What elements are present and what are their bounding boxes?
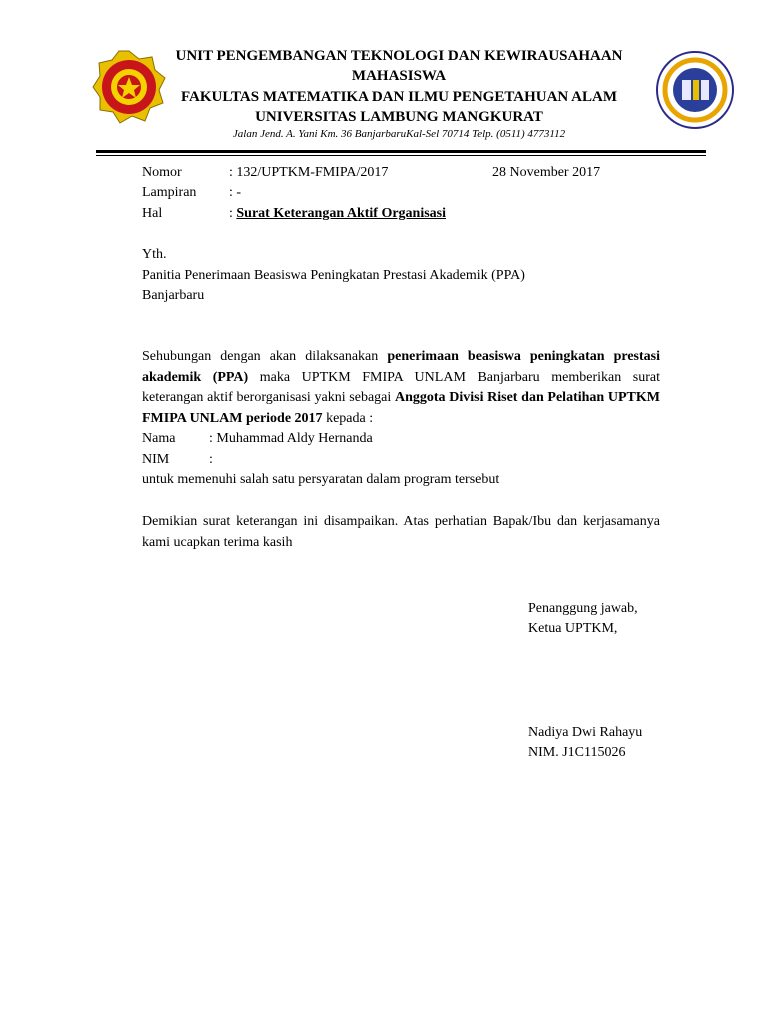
signature-role-2: Ketua UPTKM, [528,621,618,636]
letterhead-line-2: MAHASISWA [351,68,447,84]
bem-logo [655,50,735,130]
body-p1-b: penerimaan beasiswa peningkatan prestasi akademik (PPA) [142,349,661,385]
nama-value: : Muhammad Aldy Hernanda [209,431,373,446]
nama-label: Nama [142,431,176,446]
closing-paragraph: Demikian surat keterangan ini disampaikan. Atas perhatian Bapak/Ibu dan kerjasamanya kami ucapkan terima kasih [142,514,660,550]
body-p1-a: Sehubungan dengan akan dilaksanakan [142,349,388,364]
hal-colon: : [229,206,237,221]
purpose-text: untuk memenuhi salah satu persyaratan dalam program tersebut [142,472,500,487]
letterhead-address: Jalan Jend. A. Yani Km. 36 BanjarbaruKal-Sel 70714 Telp. (0511) 4773112 [232,128,566,140]
letterhead-line-4: UNIVERSITAS LAMBUNG MANGKURAT [255,109,543,125]
letterhead-line-1: UNIT PENGEMBANGAN TEKNOLOGI DAN KEWIRAUSAHAAN [175,48,623,64]
nomor-value: : 132/UPTKM-FMIPA/2017 [229,165,389,180]
nomor-label: Nomor [142,165,182,180]
hal-row [229,204,446,224]
letter-date: 28 November 2017 [492,165,601,180]
signatory-nim: NIM. J1C115026 [528,745,626,760]
signature-role-1: Penanggung jawab, [528,601,638,616]
recipient-name: Panitia Penerimaan Beasiswa Peningkatan Prestasi Akademik (PPA) [142,268,525,283]
nim-value: : [209,452,213,467]
hal-value: Surat Keterangan Aktif Organisasi [236,206,447,221]
body-p1-d: Anggota Divisi Riset dan Pelatihan UPTKM FMIPA UNLAM periode 2017 [142,390,660,426]
hal-label: Hal [142,206,163,221]
recipient-greeting: Yth. [142,247,167,262]
letterhead-rule-thick [96,150,706,153]
signatory-name: Nadiya Dwi Rahayu [528,725,643,740]
nim-label: NIM [142,452,170,467]
university-logo [92,50,166,124]
body-p1-e: kepada : [322,410,374,426]
body-p1-c: maka UPTKM FMIPA UNLAM Banjarbaru memberikan surat keterangan aktif berorganisasi yakni sebagai [142,369,660,405]
lampiran-value: : - [229,185,242,200]
body-paragraph [142,347,660,429]
lampiran-label: Lampiran [142,185,197,200]
letterhead-rule-thin [96,155,706,156]
recipient-city: Banjarbaru [142,288,205,303]
letterhead-line-3: FAKULTAS MATEMATIKA DAN ILMU PENGETAHUAN ALAM [181,89,617,105]
